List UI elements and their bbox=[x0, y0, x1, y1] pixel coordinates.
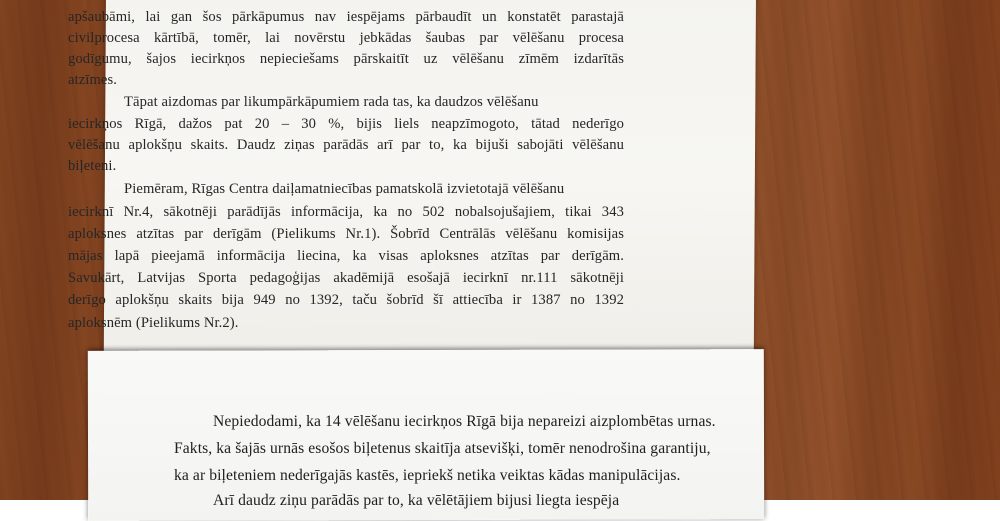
text-line: mājas lapā pieejamā informācija liecina, ka visas aploksnes atzītas par derīgām. bbox=[68, 248, 624, 264]
paragraph-first-line: Nepiedodami, ka 14 vēlēšanu iecirkņos Rīgā bija nepareizi aizplombētas urnas. bbox=[213, 413, 716, 430]
text-line: atzīmes. bbox=[68, 72, 118, 88]
text-line: iecirknī Nr.4, sākotnēji parādījās informācija, ka no 502 nobalsojušajiem, tikai 343 bbox=[68, 204, 624, 220]
text-line: godīgumu, šajos iecirkņos nepieciešams pārskaitīt uz vēlēšanu zīmēm izdarītās bbox=[68, 51, 624, 67]
text-line: ka ar biļeteniem nederīgajās kastēs, iepriekš netika veiktas kādas manipulācijas. bbox=[174, 467, 681, 484]
text-line: derīgo aplokšņu skaits bija 949 no 1392, taču šobrīd šī attiecība ir 1387 no 1392 bbox=[68, 292, 624, 308]
text-line: biļeteni. bbox=[68, 158, 117, 174]
paragraph-first-line: Piemēram, Rīgas Centra daiļamatniecības pamatskolā izvietotajā vēlēšanu bbox=[124, 181, 565, 197]
text-line: Fakts, ka šajās urnās esošos biļetenus skaitīja atsevišķi, tomēr nenodrošina garantiju, bbox=[174, 440, 711, 457]
text-line: aploksnēm (Pielikums Nr.2). bbox=[68, 315, 239, 331]
paragraph-first-line: Tāpat aizdomas par likumpārkāpumiem rada tas, ka daudzos vēlēšanu bbox=[124, 94, 539, 110]
text-line: aploksnes atzītas par derīgām (Pielikums Nr.1). Šobrīd Centrālās vēlēšanu komisijas bbox=[68, 226, 624, 242]
text-line: civilprocesa kārtībā, tomēr, lai novērstu jebkādas šaubas par vēlēšanu procesa bbox=[68, 30, 624, 46]
text-line: Savukārt, Latvijas Sporta pedagoģijas akadēmijā esošajā iecirknī nr.111 sākotnēji bbox=[68, 270, 624, 286]
text-line: vēlēšanu aplokšņu skaits. Daudz ziņas parādās arī par to, ka bijuši sabojāti vēlēšanu bbox=[68, 137, 624, 153]
text-line: apšaubāmi, lai gan šos pārkāpumus nav iespējams pārbaudīt un konstatēt parastajā bbox=[68, 9, 624, 25]
text-line: iecirkņos Rīgā, dažos pat 20 – 30 %, bijis liels neapzīmogoto, tātad nederīgo bbox=[68, 116, 624, 132]
text-line-cut-off: Arī daudz ziņu parādās par to, ka vēlētājiem bijusi liegta iespēja bbox=[213, 492, 620, 509]
